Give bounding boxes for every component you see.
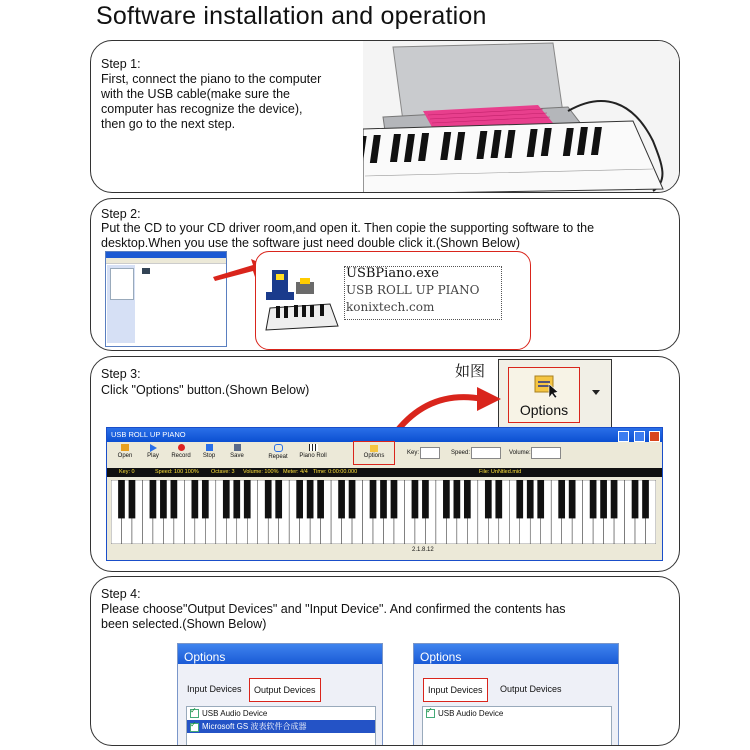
- black-key[interactable]: [118, 480, 125, 518]
- speed-slider[interactable]: [471, 447, 501, 459]
- dropdown-arrow-icon[interactable]: [592, 390, 600, 395]
- black-key[interactable]: [454, 480, 461, 518]
- step1-label: Step 1:: [101, 57, 141, 71]
- black-key[interactable]: [537, 480, 544, 518]
- black-key[interactable]: [516, 480, 523, 518]
- checkbox-icon[interactable]: [190, 709, 199, 718]
- volume-slider[interactable]: [531, 447, 561, 459]
- piano-app-icon: [264, 268, 340, 332]
- black-key[interactable]: [296, 480, 303, 518]
- step3-label: Step 3:: [101, 367, 141, 381]
- tb-repeat[interactable]: Repeat: [265, 444, 291, 460]
- status-file: File: UnNtled.mid: [479, 469, 522, 475]
- tb-options[interactable]: Options: [353, 441, 395, 465]
- black-key[interactable]: [611, 480, 618, 518]
- black-key[interactable]: [191, 480, 198, 518]
- dialog1-title: Options: [178, 644, 382, 664]
- options-icon: [533, 372, 561, 398]
- black-key[interactable]: [275, 480, 282, 518]
- black-key[interactable]: [464, 480, 471, 518]
- key-slider[interactable]: [420, 447, 440, 459]
- options-zoom-label: Options: [519, 402, 569, 418]
- step4-label: Step 4:: [101, 587, 141, 601]
- status-meter: Meter: 4/4: [283, 469, 308, 475]
- tb-piano-roll[interactable]: Piano Roll: [297, 444, 329, 459]
- black-key[interactable]: [443, 480, 450, 518]
- black-key[interactable]: [233, 480, 240, 518]
- black-key[interactable]: [265, 480, 272, 518]
- black-key[interactable]: [129, 480, 136, 518]
- page-title: Software installation and operation: [96, 2, 487, 30]
- step1-panel: [90, 40, 680, 193]
- file-name: USBPiano.exe: [346, 266, 439, 281]
- tb-open[interactable]: Open: [113, 444, 137, 459]
- dialog2-title: Options: [414, 644, 618, 664]
- black-key[interactable]: [527, 480, 534, 518]
- tab-output-devices[interactable]: Output Devices: [500, 684, 562, 694]
- tab-output-devices[interactable]: Output Devices: [249, 678, 321, 702]
- black-key[interactable]: [150, 480, 157, 518]
- black-key[interactable]: [317, 480, 324, 518]
- tab-input-devices[interactable]: Input Devices: [187, 684, 242, 694]
- black-key[interactable]: [422, 480, 429, 518]
- black-key[interactable]: [307, 480, 314, 518]
- step4-text: Please choose"Output Devices" and "Input Device". And confirmed the contents has been selected.(Shown Below): [101, 602, 566, 631]
- step3-panel: [90, 356, 680, 572]
- status-time: Time: 0:00:00.000: [313, 469, 358, 475]
- black-key[interactable]: [642, 480, 649, 518]
- device-item[interactable]: ✓USB Audio Device: [423, 707, 611, 720]
- tb-stop[interactable]: Stop: [197, 444, 221, 459]
- maximize-button[interactable]: [634, 431, 645, 442]
- step2-text: Put the CD to your CD driver room,and open it. Then copie the supporting software to the desktop.When you use the software just need double click it.(Shown Below): [101, 221, 595, 250]
- device-list: [186, 706, 376, 746]
- black-key[interactable]: [380, 480, 387, 518]
- close-button[interactable]: [649, 431, 660, 442]
- step2-label: Step 2:: [101, 207, 141, 221]
- file-description: USB ROLL UP PIANO: [346, 283, 480, 297]
- device-item[interactable]: ✓USB Audio Device: [187, 707, 375, 720]
- step1-text: First, connect the piano to the computer with the USB cable(make sure the computer has recognize the device), then go to the next step.: [101, 72, 322, 131]
- tb-record[interactable]: Record: [169, 444, 193, 459]
- checkbox-icon[interactable]: [190, 723, 199, 732]
- options-dialog-output: [177, 643, 383, 746]
- file-company: konixtech.com: [346, 300, 435, 314]
- black-key[interactable]: [244, 480, 251, 518]
- step3-text: Click "Options" button.(Shown Below): [101, 383, 310, 397]
- black-key[interactable]: [349, 480, 356, 518]
- black-key[interactable]: [160, 480, 167, 518]
- black-key[interactable]: [171, 480, 178, 518]
- piano-keyboard[interactable]: [111, 480, 656, 544]
- black-key[interactable]: [202, 480, 209, 518]
- status-volume: Volume: 100%: [243, 469, 279, 475]
- tb-play[interactable]: Play: [141, 444, 165, 459]
- zoom-caption: 如图: [455, 363, 486, 380]
- status-octave: Octave: 3: [211, 469, 235, 475]
- options-zoom-box: [498, 359, 612, 431]
- black-key[interactable]: [223, 480, 230, 518]
- tb-volume-label: Volume:: [509, 450, 531, 456]
- device-item[interactable]: ✓Microsoft GS 波表软件合成器: [187, 720, 375, 733]
- minimize-button[interactable]: [618, 431, 629, 442]
- app-window: [106, 427, 663, 561]
- black-key[interactable]: [558, 480, 565, 518]
- black-key[interactable]: [590, 480, 597, 518]
- black-key[interactable]: [495, 480, 502, 518]
- status-key: Key: 0: [119, 469, 135, 475]
- file-callout: [255, 251, 531, 350]
- black-key[interactable]: [412, 480, 419, 518]
- options-zoom-button[interactable]: [508, 367, 580, 423]
- tab-input-devices[interactable]: Input Devices: [423, 678, 488, 702]
- black-key[interactable]: [338, 480, 345, 518]
- laptop-piano-photo: [363, 41, 680, 193]
- tb-save[interactable]: Save: [225, 444, 249, 459]
- version-label: 2.1.8.12: [412, 547, 434, 553]
- black-key[interactable]: [391, 480, 398, 518]
- step4-panel: [90, 576, 680, 746]
- options-dialog-input: [413, 643, 619, 746]
- black-key[interactable]: [485, 480, 492, 518]
- checkbox-icon[interactable]: [426, 709, 435, 718]
- tb-speed-label: Speed:: [451, 450, 471, 456]
- tb-key-label: Key:: [407, 450, 420, 456]
- status-bar: [107, 468, 662, 477]
- device-list: [422, 706, 612, 746]
- black-key[interactable]: [370, 480, 377, 518]
- black-key[interactable]: [600, 480, 607, 518]
- status-speed: Speed: 100 100%: [155, 469, 199, 475]
- app-window-title: USB ROLL UP PIANO: [107, 428, 662, 442]
- step2-panel: [90, 198, 680, 351]
- explorer-thumbnail: [105, 251, 227, 347]
- black-key[interactable]: [632, 480, 639, 518]
- black-key[interactable]: [569, 480, 576, 518]
- toolbar: [107, 442, 662, 466]
